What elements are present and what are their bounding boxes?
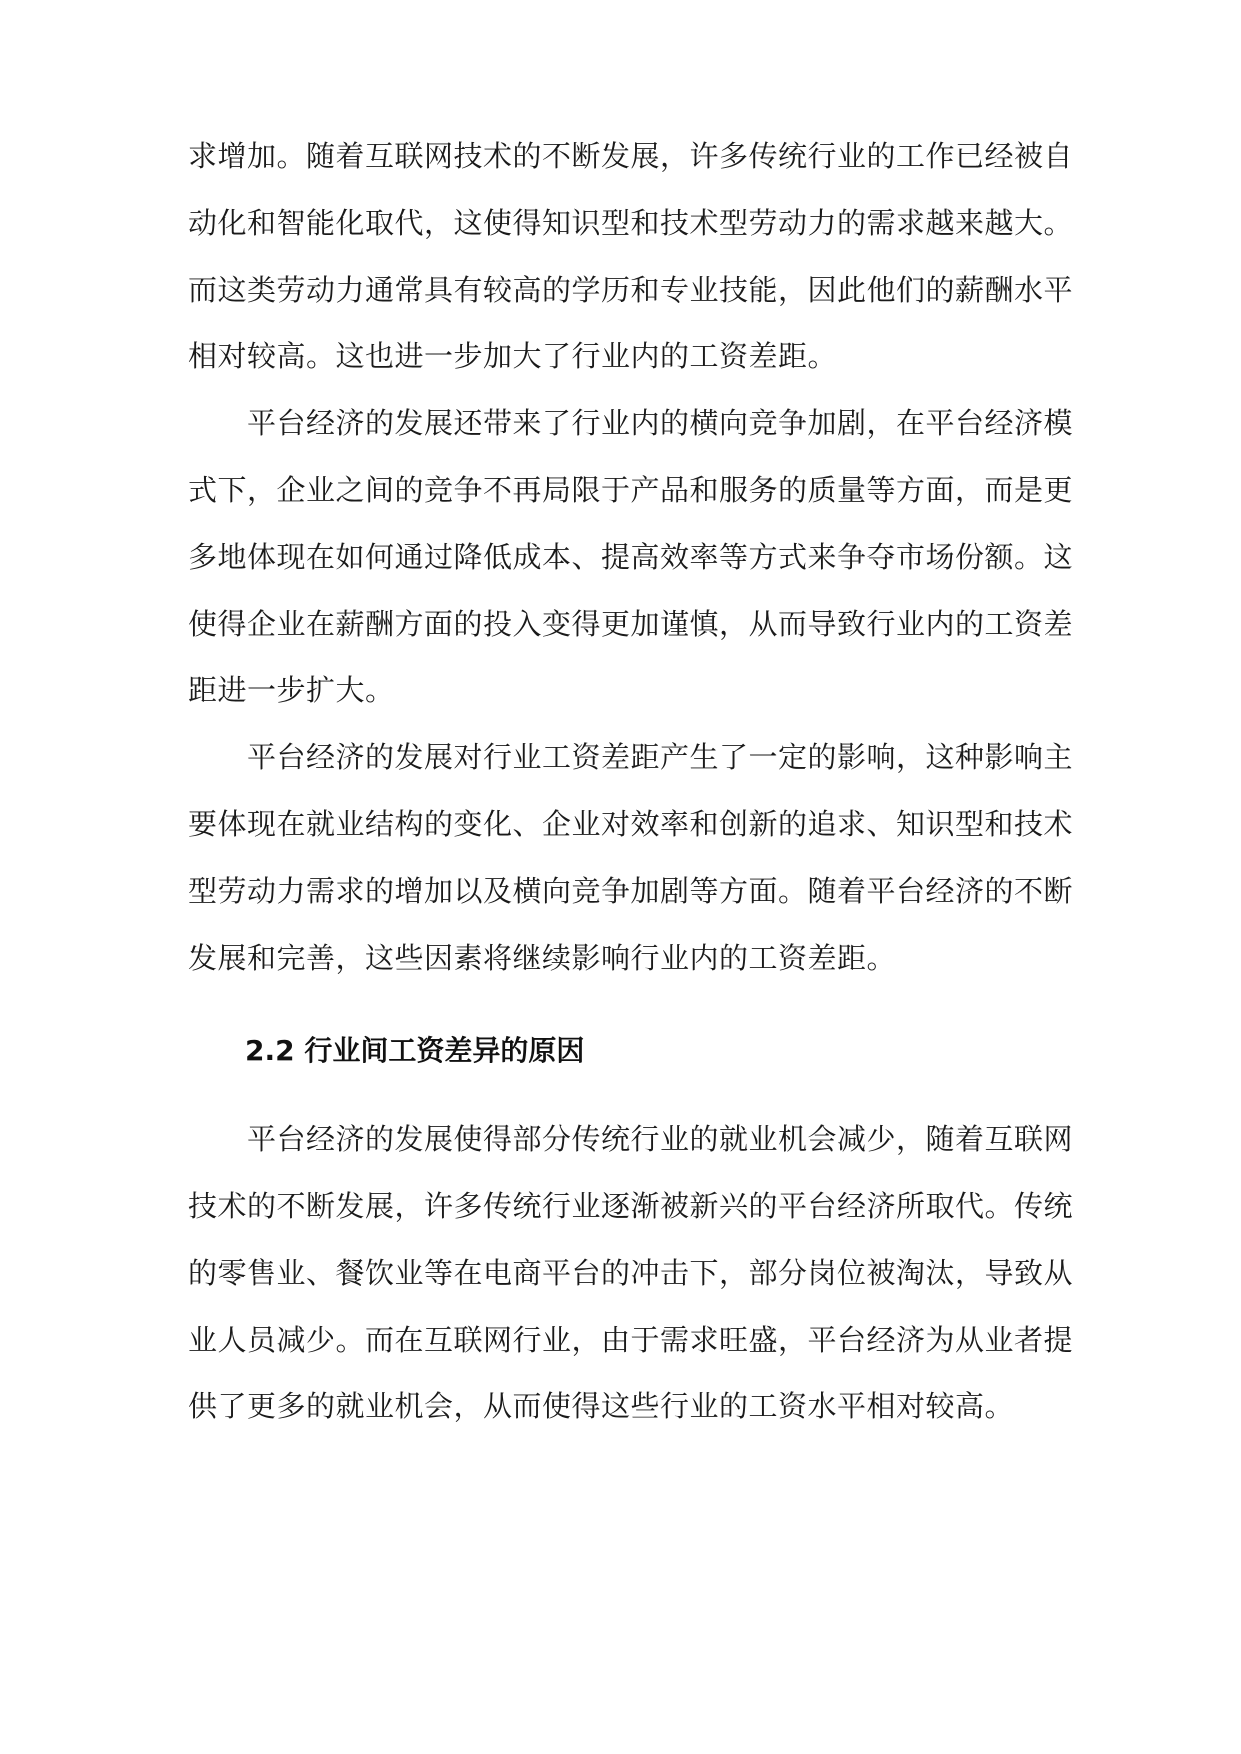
paragraph-2-line-3: 多地体现在如何通过降低成本、提高效率等方式来争夺市场份额。这 (188, 540, 1074, 574)
section-paragraph-line-3: 的零售业、餐饮业等在电商平台的冲击下，部分岗位被淘汰，导致从 (188, 1256, 1074, 1290)
paragraph-3-line-2: 要体现在就业结构的变化、企业对效率和创新的追求、知识型和技术 (188, 807, 1074, 841)
paragraph-1-line-4: 相对较高。这也进一步加大了行业内的工资差距。 (188, 339, 838, 373)
paragraph-1-line-1: 求增加。随着互联网技术的不断发展，许多传统行业的工作已经被自 (188, 139, 1074, 173)
paragraph-1-line-2: 动化和智能化取代，这使得知识型和技术型劳动力的需求越来越大。 (188, 206, 1074, 240)
paragraph-1-line-3: 而这类劳动力通常具有较高的学历和专业技能，因此他们的薪酬水平 (188, 273, 1074, 307)
section-paragraph-line-2: 技术的不断发展，许多传统行业逐渐被新兴的平台经济所取代。传统 (188, 1189, 1074, 1223)
paragraph-3-line-4: 发展和完善，这些因素将继续影响行业内的工资差距。 (188, 941, 897, 975)
paragraph-3-line-1: 平台经济的发展对行业工资差距产生了一定的影响，这种影响主 (188, 740, 1074, 774)
section-heading: 2.2 行业间工资差异的原因 (245, 1034, 585, 1067)
paragraph-2-line-5: 距进一步扩大。 (188, 673, 395, 707)
paragraph-3-line-3: 型劳动力需求的增加以及横向竞争加剧等方面。随着平台经济的不断 (188, 874, 1074, 908)
paragraph-2-line-4: 使得企业在薪酬方面的投入变得更加谨慎，从而导致行业内的工资差 (188, 607, 1074, 641)
section-paragraph-line-4: 业人员减少。而在互联网行业，由于需求旺盛，平台经济为从业者提 (188, 1323, 1074, 1357)
section-paragraph-line-1: 平台经济的发展使得部分传统行业的就业机会减少，随着互联网 (188, 1122, 1074, 1156)
paragraph-2-line-2: 式下，企业之间的竞争不再局限于产品和服务的质量等方面，而是更 (188, 473, 1074, 507)
section-paragraph-line-5: 供了更多的就业机会，从而使得这些行业的工资水平相对较高。 (188, 1389, 1015, 1423)
paragraph-2-line-1: 平台经济的发展还带来了行业内的横向竞争加剧，在平台经济模 (188, 406, 1074, 440)
